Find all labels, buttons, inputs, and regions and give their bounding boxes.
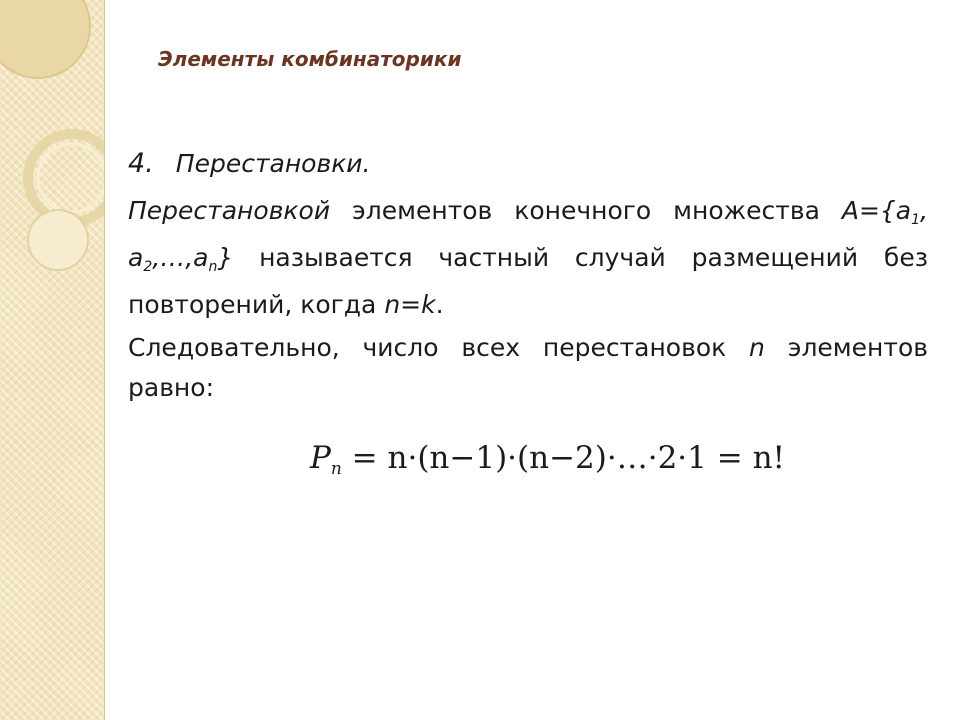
permutation-formula <box>310 440 785 479</box>
formula-lhs-sub: n <box>330 459 342 479</box>
section-heading <box>128 140 928 187</box>
section-number: 4. <box>128 148 154 179</box>
definition-text-1: элементов конечного множества <box>330 196 842 225</box>
slide-title: Элементы комбинаторики <box>158 47 462 71</box>
slide-body <box>128 140 928 408</box>
set-open: A={a <box>841 196 912 225</box>
conclusion-text-1: Следовательно, число всех перестановок <box>128 333 750 362</box>
definition-end: . <box>435 290 444 319</box>
section-name: Перестановки. <box>175 149 371 178</box>
definition-term: Перестановкой <box>128 196 331 225</box>
conclusion-text-2: элементов равно: <box>128 333 928 402</box>
formula-lhs: P <box>310 440 331 476</box>
conclusion-paragraph <box>128 328 928 408</box>
side-divider <box>104 0 105 720</box>
set-comma: , a <box>128 196 928 272</box>
set-close: } <box>217 243 234 272</box>
sub-n: n <box>208 259 218 275</box>
sub-1: 1 <box>911 212 921 228</box>
conclusion-var: n <box>749 333 765 362</box>
decorative-circles <box>0 0 104 720</box>
sub-2: 2 <box>143 259 153 275</box>
formula-rhs: = n·(n−1)·(n−2)·…·2·1 = n! <box>351 440 785 476</box>
set-mid: ,…,a <box>152 243 209 272</box>
definition-text-2: называется частный случай размещений без повторений, когда <box>128 243 928 319</box>
decorative-side-band <box>0 0 104 720</box>
condition: n=k <box>384 290 436 319</box>
definition-paragraph <box>128 187 928 328</box>
